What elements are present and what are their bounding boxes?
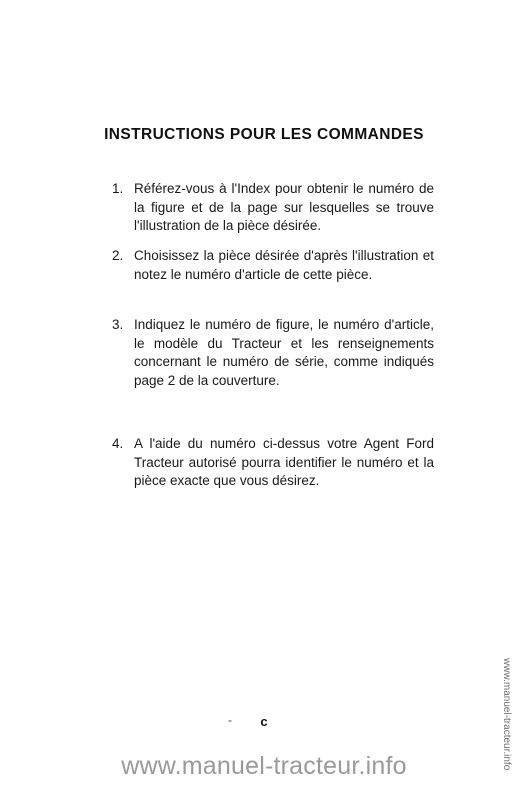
instruction-number: 3.	[112, 317, 124, 332]
instruction-text: Référez-vous à l'Index pour obtenir le numéro de la figure et de la page sur lesquelles se trouve l'illustration de la pièce désirée.	[134, 181, 434, 233]
instruction-number: 2.	[112, 248, 124, 263]
instruction-text: A l'aide du numéro ci-dessus votre Agent Ford Tracteur autorisé pourra identifier le numéro et la pièce exacte que vous désirez.	[134, 436, 434, 488]
instruction-item	[112, 316, 434, 390]
page-letter: c	[260, 714, 268, 729]
page-title: INSTRUCTIONS POUR LES COMMANDES	[104, 126, 424, 143]
instruction-item	[112, 247, 434, 284]
watermark-bottom: www.manuel-tracteur.info	[121, 752, 407, 780]
watermark-side: www.manuel-tracteur.info	[501, 658, 512, 771]
instruction-item	[112, 435, 434, 491]
instruction-item	[112, 180, 434, 236]
instruction-number: 1.	[112, 181, 124, 196]
instruction-text: Indiquez le numéro de figure, le numéro d'article, le modèle du Tracteur et les renseignements concernant le numéro de série, comme indiqués page 2 de la couverture.	[134, 317, 434, 388]
instruction-number: 4.	[112, 436, 124, 451]
page-dash: -	[228, 713, 232, 727]
instruction-text: Choisissez la pièce désirée d'après l'illustration et notez le numéro d'article de cette pièce.	[134, 248, 434, 282]
